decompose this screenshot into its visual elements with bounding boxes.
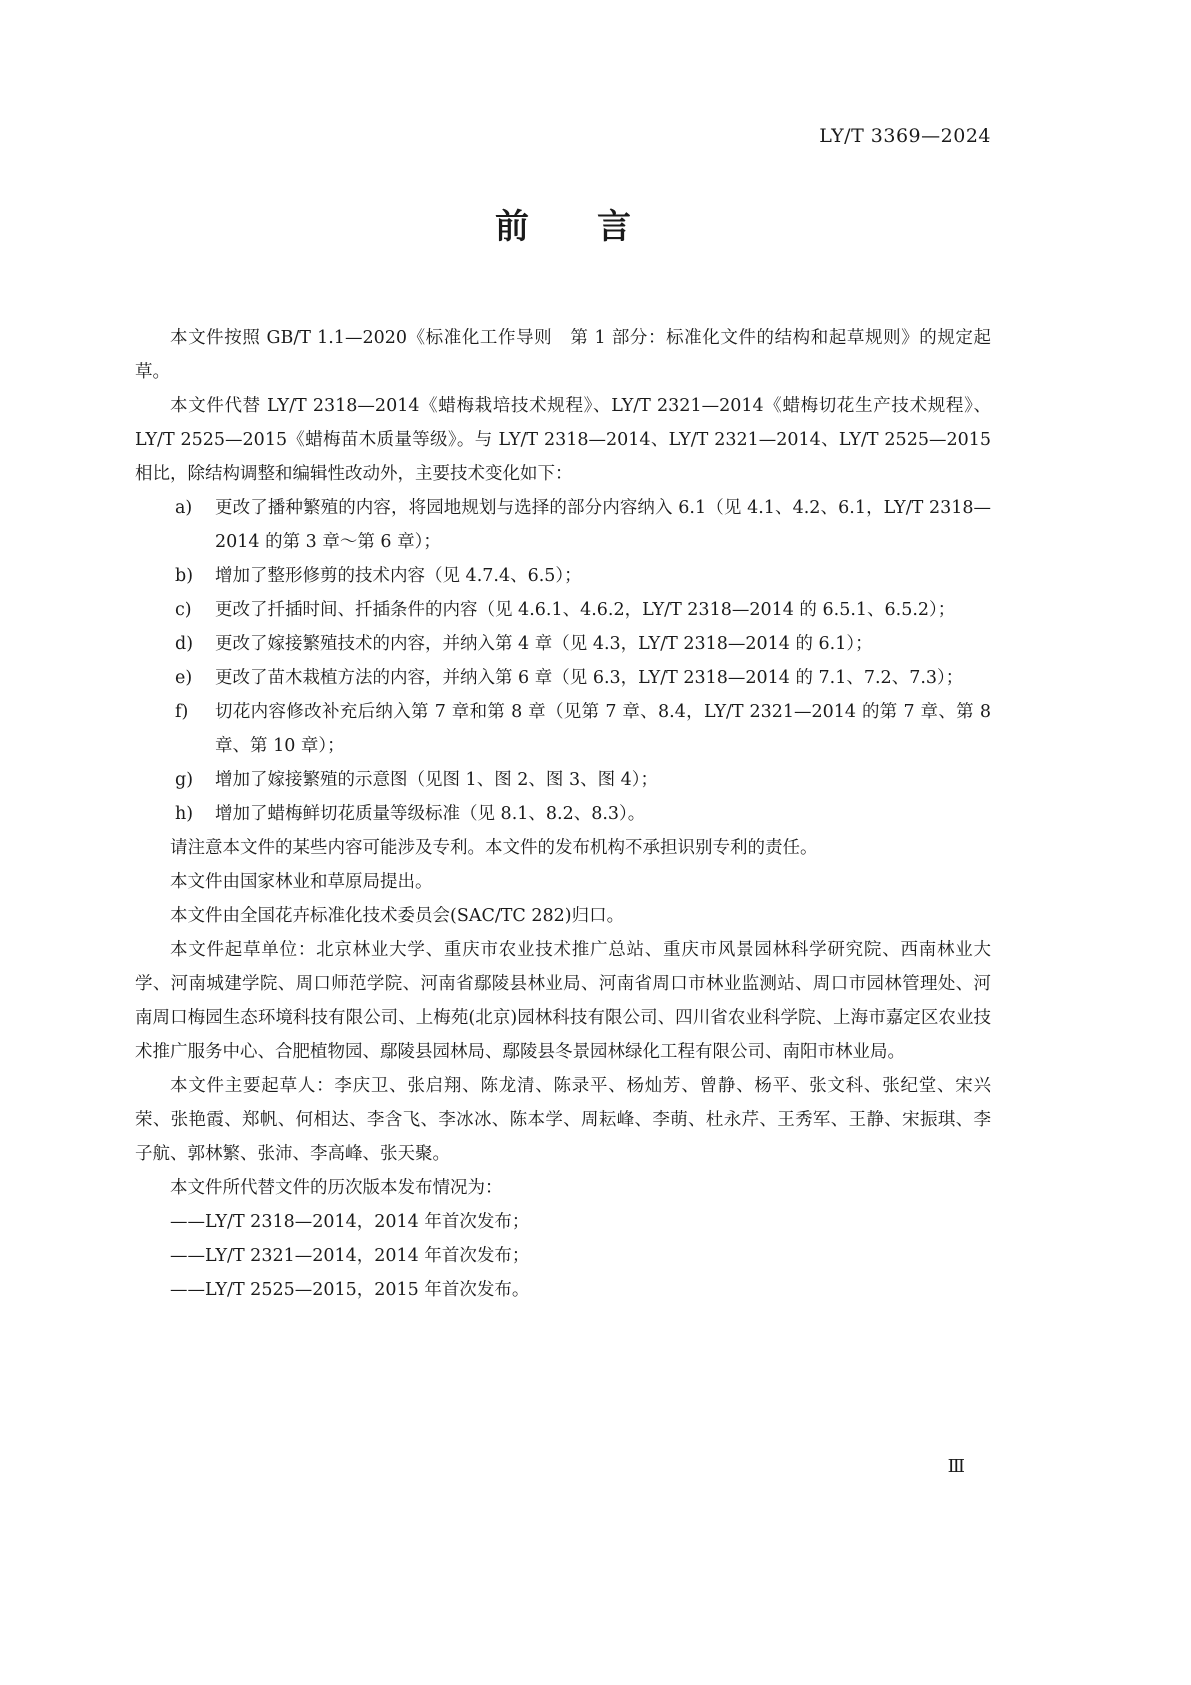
change-item <box>135 559 991 593</box>
change-item-text: 增加了蜡梅鲜切花质量等级标准（见 8.1、8.2、8.3）。 <box>215 804 646 824</box>
change-item <box>135 763 991 797</box>
change-item <box>135 491 991 559</box>
closing-paragraph: 请注意本文件的某些内容可能涉及专利。本文件的发布机构不承担识别专利的责任。 <box>170 838 818 858</box>
intro-paragraph: 本文件代替 LY/T 2318—2014《蜡梅栽培技术规程》、LY/T 2321—2014《蜡梅切花生产技术规程》、LY/T 2525—2015《蜡梅苗木质量等级》。与 LY/T 2318—2014、LY/T 2321—2014、LY/T 2525—2015 相比，除结构调整和编辑性改动外，主要技术变化如下： <box>135 396 991 484</box>
change-item-text: 增加了嫁接繁殖的示意图（见图 1、图 2、图 3、图 4）； <box>215 770 659 790</box>
change-item-text: 更改了苗木栽植方法的内容，并纳入第 6 章（见 6.3，LY/T 2318—2014 的 7.1、7.2、7.3）； <box>215 668 964 688</box>
change-item <box>135 661 991 695</box>
change-item-label: f) <box>175 702 189 722</box>
closing-paragraph: 本文件由国家林业和草原局提出。 <box>170 872 433 892</box>
change-item <box>135 797 991 831</box>
change-item-label: g) <box>175 770 194 790</box>
intro-paragraph: 本文件按照 GB/T 1.1—2020《标准化工作导则 第 1 部分：标准化文件的结构和起草规则》的规定起草。 <box>135 328 991 382</box>
change-item <box>135 695 991 763</box>
foreword-body <box>135 321 991 1307</box>
history-item: ——LY/T 2525—2015，2015 年首次发布。 <box>170 1280 530 1300</box>
closing-paragraph: 本文件主要起草人：李庆卫、张启翔、陈龙清、陈录平、杨灿芳、曾静、杨平、张文科、张纪堂、宋兴荣、张艳霞、郑帆、何相达、李含飞、李冰冰、陈本学、周耘峰、李萌、杜永芹、王秀军、王静、宋振琪、李子航、郭林繁、张沛、李高峰、张天聚。 <box>135 1076 991 1164</box>
change-item-text: 切花内容修改补充后纳入第 7 章和第 8 章（见第 7 章、8.4，LY/T 2321—2014 的第 7 章、第 8 章、第 10 章）； <box>215 702 991 756</box>
page-title: 前 言 <box>495 207 631 247</box>
change-item-label: e) <box>175 668 193 688</box>
page-number: Ⅲ <box>947 1456 965 1477</box>
change-item-text: 增加了整形修剪的技术内容（见 4.7.4、6.5）； <box>215 566 582 586</box>
closing-paragraph: 本文件起草单位：北京林业大学、重庆市农业技术推广总站、重庆市风景园林科学研究院、西南林业大学、河南城建学院、周口师范学院、河南省鄢陵县林业局、河南省周口市林业监测站、周口市园林管理处、河南周口梅园生态环境科技有限公司、上梅苑(北京)园林科技有限公司、四川省农业科学院、上海市嘉定区农业技术推广服务中心、合肥植物园、鄢陵县园林局、鄢陵县冬景园林绿化工程有限公司、南阳市林业局。 <box>135 940 991 1062</box>
change-item-label: c) <box>175 600 192 620</box>
change-item-label: a) <box>175 498 193 518</box>
change-item-text: 更改了扦插时间、扦插条件的内容（见 4.6.1、4.6.2，LY/T 2318—2014 的 6.5.1、6.5.2）； <box>215 600 956 620</box>
closing-paragraph: 本文件所代替文件的历次版本发布情况为： <box>170 1178 503 1198</box>
change-item-text: 更改了嫁接繁殖技术的内容，并纳入第 4 章（见 4.3，LY/T 2318—2014 的 6.1）； <box>215 634 873 654</box>
change-item-label: h) <box>175 804 194 824</box>
change-item-label: d) <box>175 634 194 654</box>
change-item <box>135 627 991 661</box>
change-item-text: 更改了播种繁殖的内容，将园地规划与选择的部分内容纳入 6.1（见 4.1、4.2、6.1，LY/T 2318—2014 的第 3 章～第 6 章）； <box>215 498 991 552</box>
history-item: ——LY/T 2318—2014，2014 年首次发布； <box>170 1212 530 1232</box>
change-item <box>135 593 991 627</box>
page-content <box>135 0 991 1307</box>
closing-paragraph: 本文件由全国花卉标准化技术委员会(SAC/TC 282)归口。 <box>170 906 625 926</box>
change-item-label: b) <box>175 566 194 586</box>
standard-number: LY/T 3369—2024 <box>819 125 991 147</box>
history-item: ——LY/T 2321—2014，2014 年首次发布； <box>170 1246 530 1266</box>
